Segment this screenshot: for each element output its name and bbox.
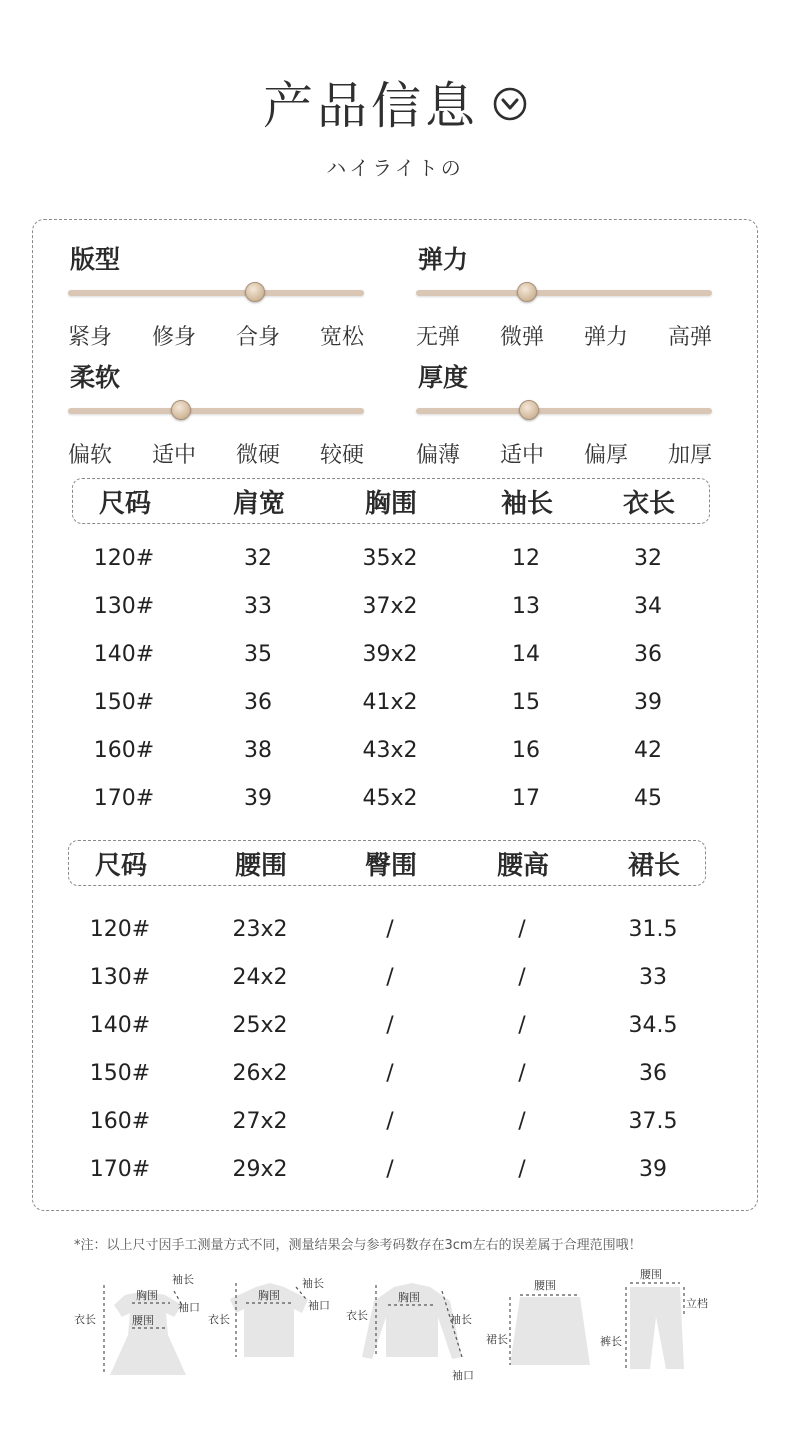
table-cell: 130# [93,593,155,619]
dress-sleeve-label: 袖长 [172,1273,194,1286]
table-cell: 33 [244,593,272,619]
table-cell: 32 [634,545,662,571]
attribute-name: 版型 [70,245,121,274]
table-cell: 37x2 [362,593,418,619]
table-row [72,630,684,678]
attribute-option: 偏薄 [416,443,461,468]
page-subtitle: ハイライトの [326,156,464,180]
table-cell: 140# [89,1012,151,1038]
table-header-cell: 肩宽 [232,488,285,519]
skirt-length-label: 裙长 [486,1333,508,1346]
dress-waist-label: 腰围 [132,1314,154,1327]
table-cell: 35 [244,641,272,667]
bottom-table-body [68,905,694,1193]
table-cell: / [386,1060,394,1086]
measurement-note: *注：以上尺寸因手工测量方式不同，测量结果会与参考码数存在3cm左右的误差属于合理范围哦！ [74,1238,642,1253]
table-cell: 150# [93,689,155,715]
table-cell: 15 [512,689,540,715]
table-cell: 39x2 [362,641,418,667]
dress-chest-label: 胸围 [136,1289,158,1302]
table-header-cell: 尺码 [94,850,147,881]
attribute-option: 微弹 [499,325,544,350]
table-cell: 130# [89,964,151,990]
table-cell: / [386,1012,394,1038]
table-cell: 170# [93,785,155,811]
table-cell: 140# [93,641,155,667]
sweater-sleeve-label: 袖长 [450,1313,472,1326]
table-cell: / [386,964,394,990]
attribute-knob [517,282,537,302]
attribute-option: 无弹 [416,325,461,350]
table-cell: / [386,1156,394,1182]
tee-diagram [208,1265,338,1405]
dress-cuff-label: 袖口 [178,1301,200,1314]
table-cell: 14 [512,641,540,667]
sweater-diagram [346,1265,486,1405]
table-cell: 38 [244,737,272,763]
table-cell: / [518,964,526,990]
skirt-diagram [484,1265,604,1405]
pants-length-label: 裤长 [600,1335,622,1348]
attribute-option: 偏软 [68,443,113,468]
attribute-options [68,320,364,351]
attribute-track [68,290,364,296]
table-cell: 24x2 [232,964,288,990]
top-table-header [72,478,710,524]
table-cell: 43x2 [362,737,418,763]
table-cell: / [518,1012,526,1038]
table-row [68,1001,694,1049]
tee-sleeve-label: 袖长 [302,1277,324,1290]
table-cell: 39 [634,689,662,715]
attribute-option: 较硬 [319,443,364,468]
sweater-chest-label: 胸围 [398,1291,420,1304]
table-row [72,678,684,726]
dress-diagram [70,1265,220,1405]
table-cell: 34 [634,593,662,619]
table-cell: 13 [512,593,540,619]
skirt-waist-label: 腰围 [534,1279,556,1292]
table-cell: 160# [89,1108,151,1134]
page-title-row [263,66,527,138]
circle-chevron-down-icon [493,87,527,121]
pants-waist-label: 腰围 [640,1268,662,1281]
attribute-options [68,438,364,469]
table-cell: 41x2 [362,689,418,715]
table-cell: 31.5 [628,916,678,942]
sweater-cuff-label: 袖口 [452,1369,474,1382]
attribute-option: 适中 [499,443,544,468]
table-cell: / [518,1156,526,1182]
table-header-cell: 裙长 [627,850,680,881]
table-cell: 42 [634,737,662,763]
attribute-option: 微硬 [235,443,280,468]
tee-cuff-label: 袖口 [308,1299,330,1312]
table-header-cell: 衣长 [622,488,675,519]
attribute-options [416,438,712,469]
attribute-name: 厚度 [418,363,469,392]
pants-rise-label: 立档 [686,1297,708,1310]
attribute-track [416,290,712,296]
table-cell: 32 [244,545,272,571]
table-header-cell: 腰围 [234,850,287,881]
attribute-option: 修身 [151,325,196,350]
measurement-diagrams [70,1265,730,1435]
table-cell: / [518,1060,526,1086]
table-cell: 12 [512,545,540,571]
table-header-cell: 臀围 [364,850,417,881]
sweater-length-label: 衣长 [346,1309,368,1322]
table-cell: 45x2 [362,785,418,811]
table-cell: 160# [93,737,155,763]
table-header-cell: 腰高 [496,850,549,881]
table-cell: 39 [244,785,272,811]
dress-length-label: 衣长 [74,1313,96,1326]
attribute-option: 加厚 [667,443,712,468]
table-cell: 120# [89,916,151,942]
attribute-option: 偏厚 [583,443,628,468]
table-cell: / [518,1108,526,1134]
table-cell: / [386,916,394,942]
table-cell: 25x2 [232,1012,288,1038]
table-cell: 170# [89,1156,151,1182]
table-row [72,774,684,822]
attribute-track [68,408,364,414]
table-cell: 120# [93,545,155,571]
tee-length-label: 衣长 [208,1313,230,1326]
attribute-option: 紧身 [68,325,113,350]
attribute-name: 柔软 [70,363,121,392]
table-cell: 34.5 [628,1012,678,1038]
table-header-cell: 袖长 [500,488,553,519]
attribute-option: 高弹 [667,325,712,350]
bottom-table-header [68,840,706,886]
table-row [72,582,684,630]
table-cell: 23x2 [232,916,288,942]
table-cell: 45 [634,785,662,811]
table-cell: 37.5 [628,1108,678,1134]
table-cell: 36 [634,641,662,667]
page-title: 产品信息 [263,77,479,135]
attribute-option: 弹力 [583,325,628,350]
table-row [68,1049,694,1097]
table-cell: 16 [512,737,540,763]
table-row [68,1097,694,1145]
table-cell: 17 [512,785,540,811]
top-table-body [72,534,684,822]
attribute-track [416,408,712,414]
header [0,66,790,138]
table-cell: 39 [639,1156,667,1182]
pants-diagram [600,1265,730,1405]
attribute-option: 适中 [151,443,196,468]
table-cell: 36 [244,689,272,715]
table-cell: 150# [89,1060,151,1086]
tee-chest-label: 胸围 [258,1289,280,1302]
table-row [72,726,684,774]
attribute-options [416,320,712,351]
table-cell: / [386,1108,394,1134]
table-cell: 35x2 [362,545,418,571]
table-cell: 29x2 [232,1156,288,1182]
table-header-cell: 尺码 [98,488,151,519]
table-row [68,905,694,953]
table-row [68,953,694,1001]
attribute-option: 合身 [235,325,280,350]
table-row [72,534,684,582]
table-cell: 27x2 [232,1108,288,1134]
table-header-cell: 胸围 [364,488,417,519]
table-cell: / [518,916,526,942]
table-row [68,1145,694,1193]
table-cell: 36 [639,1060,667,1086]
attribute-option: 宽松 [319,325,364,350]
attribute-name: 弹力 [418,245,469,274]
table-cell: 26x2 [232,1060,288,1086]
table-cell: 33 [639,964,667,990]
